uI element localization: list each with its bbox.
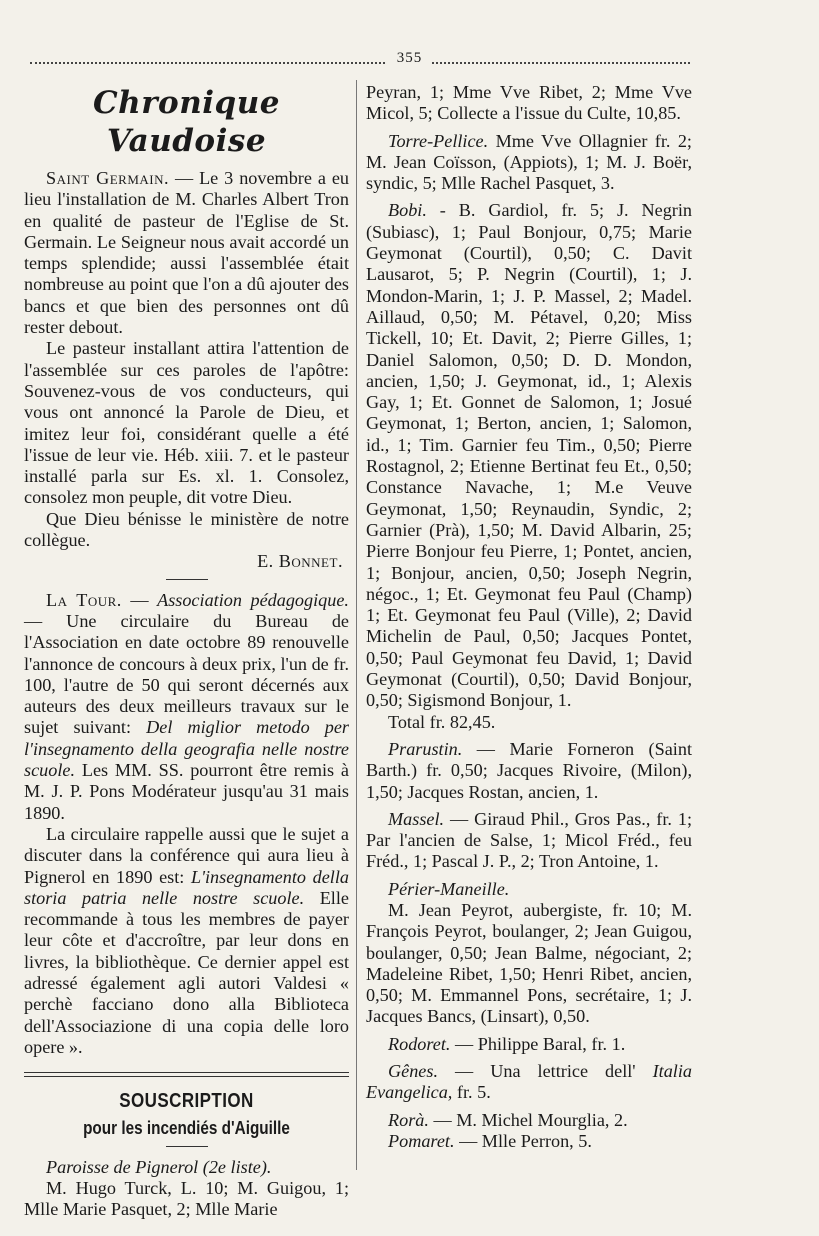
entry-torre-pellice xyxy=(366,131,692,195)
place-rora: Rorà. xyxy=(388,1109,429,1130)
pomaret-text: — Mlle Perron, 5. xyxy=(454,1130,592,1151)
la-tour-p2-subject: L'insegnamento della storia patria nelle nostre scuole. xyxy=(24,866,349,908)
paroisse-pignerol: Paroisse de Pignerol (2e liste). xyxy=(46,1156,272,1177)
pignerol-list: M. Hugo Turck, L. 10; M. Guigou, 1; Mlle Marie Pasquet, 2; Mlle Marie xyxy=(24,1178,349,1220)
la-tour-end: Les MM. SS. pourront être remis à M. J. P. Pons Modérateur jusqu'au 31 mais 1890. xyxy=(24,760,349,823)
prarustin-text: — Marie Forneron (Saint Barth.) fr. 0,50; Jacques Rivoire, (Milon), 1,50; Jacques Rostan, ancien, 1. xyxy=(366,738,692,802)
entry-massel xyxy=(366,809,692,873)
double-divider xyxy=(24,1072,349,1077)
genes-italic: Italia Evangelica, xyxy=(366,1061,692,1103)
pignerol-list-continued: Peyran, 1; Mme Vve Ribet, 2; Mme Vve Micol, 5; Collecte a l'issue du Culte, 10,85. xyxy=(366,82,692,124)
souscription-heading: SOUSCRIPTION xyxy=(119,1090,254,1113)
article-saint-germain-p3: Que Dieu bénisse le ministère de notre collègue. xyxy=(24,508,349,551)
header-rule-right xyxy=(432,62,690,64)
place-perier-maneille: Périer-Maneille. xyxy=(388,878,510,899)
la-tour-subject: Del miglior metodo per l'insegnamento della geografia nelle nostre scuole. xyxy=(24,717,349,781)
article-saint-germain-p2: Le pasteur installant attira l'attention de l'assemblée sur ces paroles de l'apôtre: Souvenez-vous de vos conducteurs, qui vous ont annoncé la Parole de Dieu, et imitez leur foi, considérant quelle a été l'issue de leur vie. Héb. xiii. 7. et le pasteur installé parla sur Es. xl. 1. Consolez, consolez mon peuple, dit votre Dieu. xyxy=(24,338,349,508)
section-divider xyxy=(166,579,208,580)
entry-pomaret xyxy=(366,1131,692,1152)
rodoret-text: — Philippe Baral, fr. 1. xyxy=(450,1033,626,1054)
column-divider xyxy=(356,80,357,1170)
subscription-divider xyxy=(166,1146,208,1147)
article-la-tour-p2 xyxy=(24,824,349,1058)
page-number: 355 xyxy=(396,50,423,66)
saint-germain-text: — Le 3 novembre a eu lieu l'installation de M. Charles Albert Tron en qualité de pasteur de l'Eglise de St. Germain. Le Seigneur nous avait accordé un temps splendide; aussi l'assemblée était nombreuse au point que l'on a dû ajouter des bancs et que bien des personnes ont dû rester debout. xyxy=(24,168,349,338)
la-tour-p2-start: La circulaire rappelle aussi que le sujet a discuter dans la conférence qui aura lieu à Pignerol en 1890 est: xyxy=(24,823,349,887)
place-rodoret: Rodoret. xyxy=(388,1033,451,1054)
la-tour-text: — Une circulaire du Bureau de l'Association en date octobre 89 renouvelle l'annonce de concours à deux prix, l'un de fr. 100, l'autre de 50 qui seront décernés aux auteurs des deux meilleurs travaux sur le sujet suivant: xyxy=(24,610,349,738)
place-torre-pellice: Torre-Pellice. xyxy=(388,130,489,151)
place-pomaret: Pomaret. xyxy=(388,1130,455,1151)
place-saint-germain: Saint Germain. xyxy=(46,168,170,188)
massel-text: — Giraud Phil., Gros Pas., fr. 1; Par l'ancien de Salse, 1; Micol Fréd., feu Fréd., 1; Pascal J. P., 2; Tron Antoine, 1. xyxy=(366,808,692,872)
place-bobi: Bobi. xyxy=(388,200,427,221)
signature: E. Bonnet. xyxy=(257,551,343,572)
entry-genes xyxy=(366,1061,692,1104)
genes-text: — Una lettrice dell' xyxy=(438,1061,653,1082)
masthead-title: Chronique Vaudoise xyxy=(93,85,280,159)
place-prarustin: Prarustin. xyxy=(388,738,463,759)
place-genes: Gênes. xyxy=(388,1061,438,1082)
perier-maneille-text: M. Jean Peyrot, aubergiste, fr. 10; M. François Peyrot, boulanger, 2; Jean Guigou, boulanger, 0,50; Jean Balme, négociant, 2; Madeleine Ribet, 1,50; Henri Ribet, ancien, 0,50; M. Emmannel Pons, secrétaire, 1; J. Jacques Bancs, (Linsart), 0,50. xyxy=(366,899,692,1027)
place-massel: Massel. xyxy=(388,808,445,829)
souscription-subheading: pour les incendiés d'Aiguille xyxy=(83,1118,290,1139)
rora-text: — M. Michel Mourglia, 2. xyxy=(428,1109,628,1130)
header-rule-left xyxy=(30,62,385,64)
right-column xyxy=(366,82,692,1152)
entry-prarustin xyxy=(366,739,692,803)
bobi-text: - B. Gardiol, fr. 5; J. Negrin (Subiasc), 1; Paul Bonjour, 0,75; Marie Geymonat (Courtil), 0,50; C. Davit Lausarot, 5; P. Negrin (Courtil), 1; J. Mondon-Marin, 1; J. P. Massel, 2; Madel. Aillaud, 0,50; M. Pétavel, 0,20; Miss Tickell, 10; Et. Davit, 2; Pierre Gilles, 1; Daniel Salomon, 0,50; D. D. Mondon, ancien, 1,50; J. Geymonat, id., 1; Alexis Gay, 1; Et. Gonnet de Salomon, 1; Josué Geymonat, 1; Berton, ancien, 1; Salomon, id., 1; Tim. Garnier feu Tim., 0,50; Pierre Rostagnol, 2; Etienne Bertinat feu Et., 0,50; Constance Navache, 1; M.e Veuve Geymonat, 1,50; Reynaudin, Syndic, 2; Garnier (Prà), 1,50; M. David Albarin, 25; Pierre Bonjour feu Pierre, 1; Pontet, ancien, 1; Bonjour, ancien, 0,50; Joseph Negrin, négoc., 1; Et. Geymonat feu Paul (Champ) 1; Et. Geymonat feu Paul (Ville), 2; David Michelin de Paul, 0,50; Jacques Pontet, 0,50; Paul Geymonat feu David, 1; David Geymonat (Courtil), 0,50; David Bonjour, 0,50; Sigismond Bonjour, 1. xyxy=(366,200,692,711)
la-tour-dash: — xyxy=(121,589,158,610)
left-column xyxy=(24,80,349,1221)
torre-pellice-text: Mme Vve Ollagnier fr. 2; M. Jean Coïsson, (Appiots), 1; M. J. Boër, syndic, 5; Mlle Rachel Pasquet, 3. xyxy=(366,130,692,194)
place-la-tour: La Tour. xyxy=(46,589,122,610)
la-tour-title: Association pédagogique. xyxy=(157,589,349,610)
article-la-tour xyxy=(24,590,349,824)
article-saint-germain xyxy=(24,168,349,338)
genes-end: fr. 5. xyxy=(452,1082,491,1103)
la-tour-p2-end: Elle recommande à tous les membres de payer leur côte et d'accroître, par leur dons en livres, la bibliothèque. Ce dernier appel est adressé également agli autori Valdesi « perchè facciano dono alla Biblioteca dell'Associazione di una copia delle loro opere ». xyxy=(24,887,349,1057)
entry-rodoret xyxy=(366,1034,692,1055)
bobi-total: Total fr. 82,45. xyxy=(388,711,496,732)
entry-rora xyxy=(366,1110,692,1131)
entry-bobi xyxy=(366,200,692,711)
